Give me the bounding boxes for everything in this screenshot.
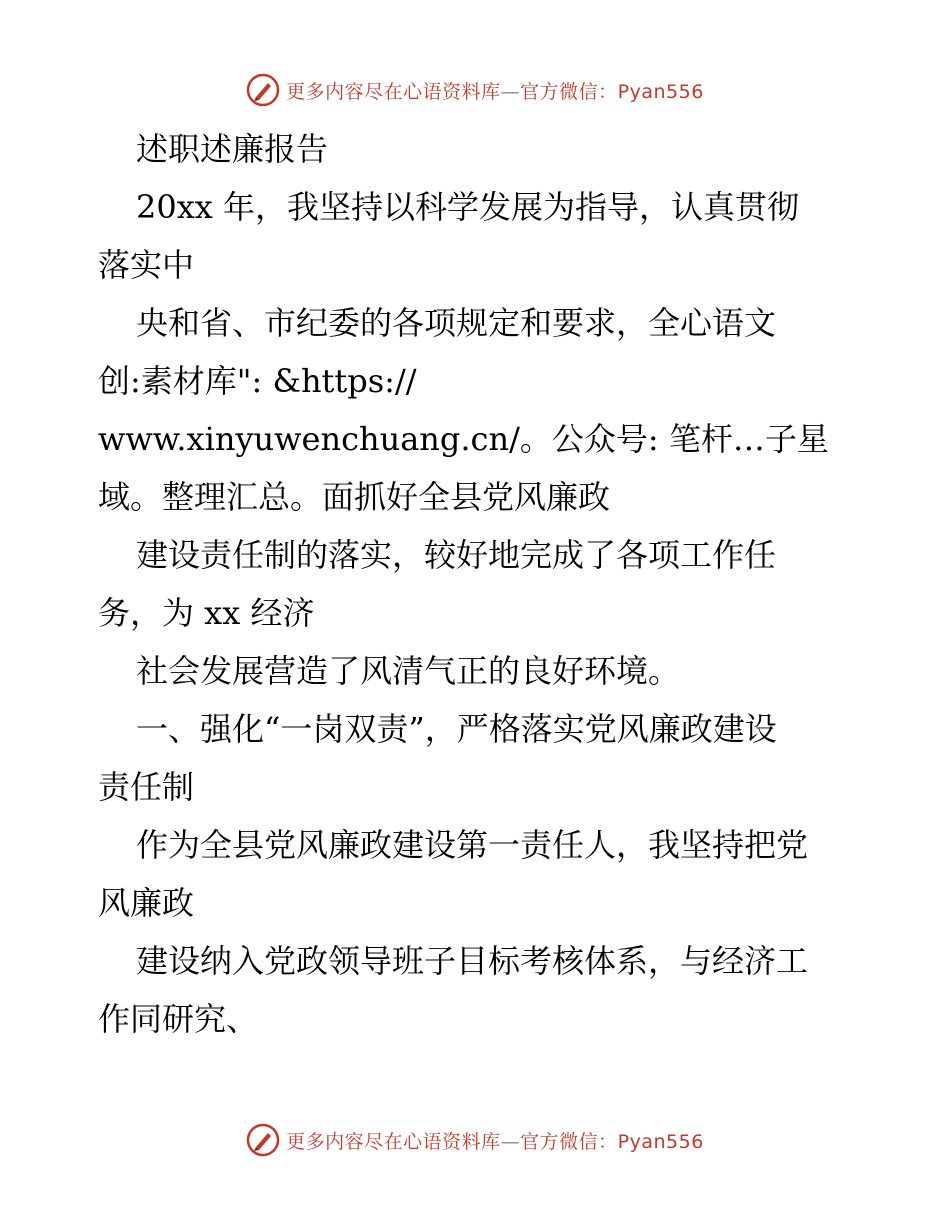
pen-logo-icon <box>246 1123 280 1157</box>
text-line: www.xinyuwenchuang.cn/。公众号: 笔杆…子星 <box>98 420 829 458</box>
text-line: 社会发展营造了风清气正的良好环境。 <box>136 652 681 690</box>
document-body <box>98 120 858 1048</box>
banner-main-text: 更多内容尽在心语资料库 <box>286 80 501 103</box>
text-line: 一、强化“一岗双责”，严格落实党风廉政建设 <box>136 710 777 748</box>
text-line: 20xx 年，我坚持以科学发展为指导，认真贯彻 <box>136 188 799 226</box>
banner-dash: — <box>500 80 521 103</box>
text-line: 落实中 <box>98 246 195 284</box>
banner-dash: — <box>500 1130 521 1153</box>
text-line: 域。整理汇总。面抓好全县党风廉政 <box>98 478 611 516</box>
text-line: 建设纳入党政领导班子目标考核体系，与经济工 <box>136 942 809 980</box>
text-line: 建设责任制的落实，较好地完成了各项工作任 <box>136 536 777 574</box>
header-banner <box>0 70 950 110</box>
text-line: 述职述廉报告 <box>136 130 329 168</box>
text-line: 责任制 <box>98 768 195 806</box>
text-line: 作同研究、 <box>98 1000 259 1038</box>
text-line: 创:素材库": &https:// <box>98 362 417 400</box>
banner-text <box>286 1127 704 1154</box>
banner-main-text: 更多内容尽在心语资料库 <box>286 1130 501 1153</box>
text-line: 务，为 xx 经济 <box>98 594 315 632</box>
pen-logo-icon <box>246 73 280 107</box>
text-line: 作为全县党风廉政建设第一责任人，我坚持把党 <box>136 826 809 864</box>
footer-banner <box>0 1120 950 1160</box>
banner-wechat-text: 官方微信：Pyan556 <box>520 1130 704 1153</box>
banner-wechat-text: 官方微信：Pyan556 <box>520 80 704 103</box>
text-line: 风廉政 <box>98 884 195 922</box>
text-line: 央和省、市纪委的各项规定和要求，全心语文 <box>136 304 777 342</box>
banner-text <box>286 77 704 104</box>
